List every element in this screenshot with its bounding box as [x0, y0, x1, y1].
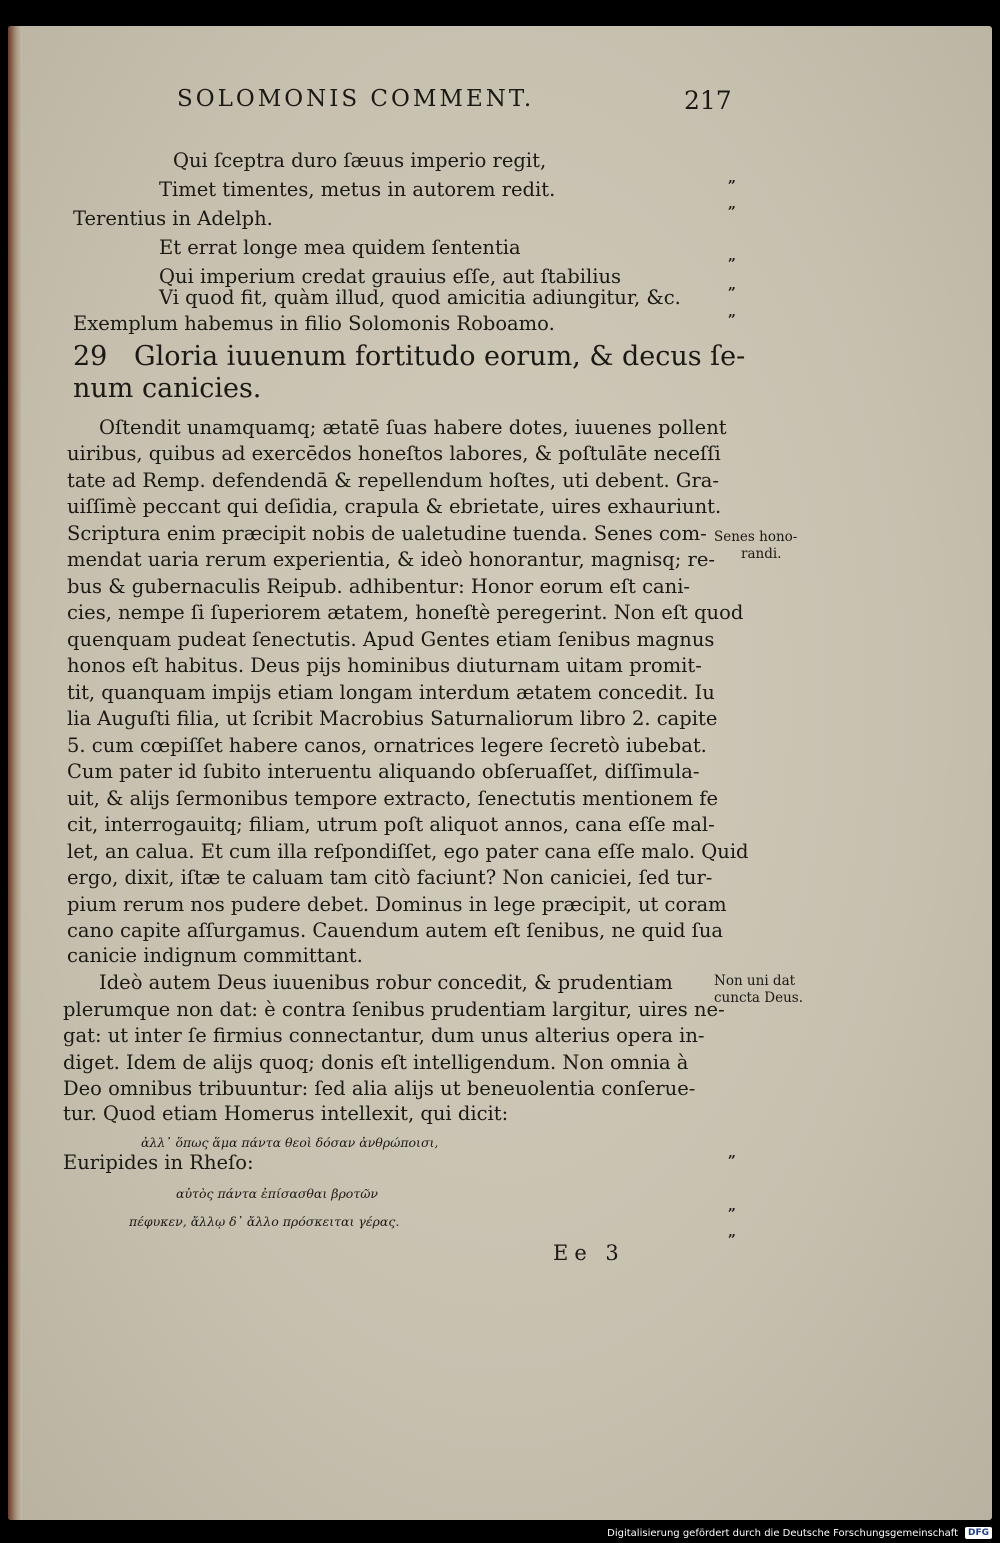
marginal-note-senes	[714, 529, 797, 563]
signature-mark: Ee 3	[553, 1241, 625, 1265]
body-line: uiribus, quibus ad exercēdos honeſtos labores, & poſtulāte neceſſi	[67, 442, 721, 465]
body-line: tit, quanquam impijs etiam longam interdum ætatem concedit. Iu	[67, 681, 715, 704]
body-line: lia Auguſti filia, ut ſcribit Macrobius Saturnaliorum libro 2. capite	[67, 707, 718, 730]
marginal-note-line: Non uni dat	[714, 973, 796, 989]
source-terence: Terentius in Adelph.	[73, 207, 273, 230]
verse-29-line: Gloria iuuenum fortitudo eorum, & decus ſe-	[134, 341, 746, 372]
body-line: tur. Quod etiam Homerus intellexit, qui dicit:	[63, 1102, 509, 1125]
body-line: gat: ut inter ſe firmius connectantur, dum unus alterius opera in-	[63, 1024, 705, 1047]
quote-mark: „	[728, 1198, 738, 1214]
source-euripides: Euripides in Rheſo:	[63, 1151, 254, 1174]
verse-number: 29	[73, 341, 108, 372]
body-line: cano capite aſſurgamus. Cauendum autem eſt ſenibus, ne quid ſua	[67, 919, 724, 942]
running-title: SOLOMONIS COMMENT.	[177, 86, 535, 112]
body-line: honos eſt habitus. Deus pijs hominibus diuturnam uitam promit-	[67, 654, 702, 677]
body-line: Oſtendit unamquamq; ætatē ſuas habere dotes, iuuenes pollent	[99, 416, 727, 439]
body-line: Cum pater id ſubito interuentu aliquando obſeruaſſet, diſſimula-	[67, 760, 700, 783]
quote-mark: „	[728, 277, 738, 293]
body-line: Scriptura enim præcipit nobis de ualetudine tuenda. Senes com-	[67, 522, 707, 545]
marginal-note-line: randi.	[741, 546, 782, 562]
verse-line: Timet timentes, metus in autorem redit.	[159, 178, 556, 201]
body-line: cit, interrogauitq; filiam, utrum poſt aliquot annos, cana eſſe mal-	[67, 813, 715, 836]
body-line: Deo omnibus tribuuntur: ſed alia alijs ut beneuolentia conſerue-	[63, 1077, 696, 1100]
dfg-logo-icon: DFG	[965, 1527, 992, 1539]
book-spine-edge	[8, 26, 22, 1520]
greek-homer-quote: ἀλλ᾽ ὅπως ἅμα πάντα θεοὶ δόσαν ἀνθρώποισι,	[141, 1135, 439, 1150]
quote-mark: „	[728, 170, 738, 186]
marginal-note-line: Senes hono-	[714, 529, 798, 545]
body-line: uiſſimè peccant qui deſidia, crapula & ebrietate, uires exhauriunt.	[67, 495, 722, 518]
body-line: 5. cum cœpiſſet habere canos, ornatrices legere ſecretò iubebat.	[67, 734, 707, 757]
page-number: 217	[684, 86, 732, 115]
body-line: Ideò autem Deus iuuenibus robur concedit, & prudentiam	[99, 971, 673, 994]
body-line: bus & gubernaculis Reipub. adhibentur: Honor eorum eſt cani-	[67, 575, 691, 598]
body-line: tate ad Remp. defendendā & repellendum hoſtes, uti debent. Gra-	[67, 469, 719, 492]
example-line: Exemplum habemus in filio Solomonis Roboamo.	[73, 312, 555, 335]
verse-line: Et errat longe mea quidem ſententia	[159, 236, 521, 259]
marginal-note-line: cuncta Deus.	[714, 990, 804, 1006]
footer-text: Digitalisierung gefördert durch die Deutsche Forschungsgemeinschaft	[607, 1528, 958, 1539]
verse-line: Qui ſceptra duro ſæuus imperio regit,	[173, 149, 547, 172]
verse-line: Qui imperium credat grauius eſſe, aut ſtabilius	[159, 265, 622, 288]
body-line: uit, & alijs ſermonibus tempore extracto, ſenectutis mentionem fe	[67, 787, 719, 810]
marginal-note-non-uni	[714, 973, 803, 1007]
quote-mark: „	[728, 248, 738, 264]
greek-euripides-quote: πέφυκεν, ἄλλῳ δ᾽ ἄλλο πρόσκειται γέρας.	[129, 1214, 400, 1229]
body-line: diget. Idem de alijs quoq; donis eſt intelligendum. Non omnia à	[63, 1051, 689, 1074]
body-line: mendat uaria rerum experientia, & ideò honorantur, magnisq; re-	[67, 548, 715, 571]
verse-line: Vi quod fit, quàm illud, quod amicitia adiungitur, &c.	[159, 286, 681, 309]
quote-mark: „	[728, 304, 738, 320]
verse-29-line: num canicies.	[73, 373, 262, 404]
quote-mark: „	[728, 1224, 738, 1240]
digitization-footer	[0, 1525, 1000, 1543]
body-line: ergo, dixit, iſtæ te caluam tam citò faciunt? Non caniciei, ſed tur-	[67, 866, 713, 889]
quote-mark: „	[728, 1145, 738, 1161]
body-line: quenquam pudeat ſenectutis. Apud Gentes etiam ſenibus magnus	[67, 628, 715, 651]
body-line: let, an calua. Et cum illa reſpondiſſet, ego pater cana eſſe malo. Quid	[67, 840, 749, 863]
body-line: canicie indignum committant.	[67, 944, 363, 967]
quote-mark: „	[728, 196, 738, 212]
greek-euripides-quote: αὐτὸς πάντα ἐπίσασθαι βροτῶν	[176, 1186, 379, 1201]
body-line: cies, nempe ſi ſuperiorem ætatem, honeſtè peregerint. Non eſt quod	[67, 601, 744, 624]
body-line: pium rerum nos pudere debet. Dominus in lege præcipit, ut coram	[67, 893, 727, 916]
body-line: plerumque non dat: è contra ſenibus prudentiam largitur, uires ne-	[63, 998, 725, 1021]
